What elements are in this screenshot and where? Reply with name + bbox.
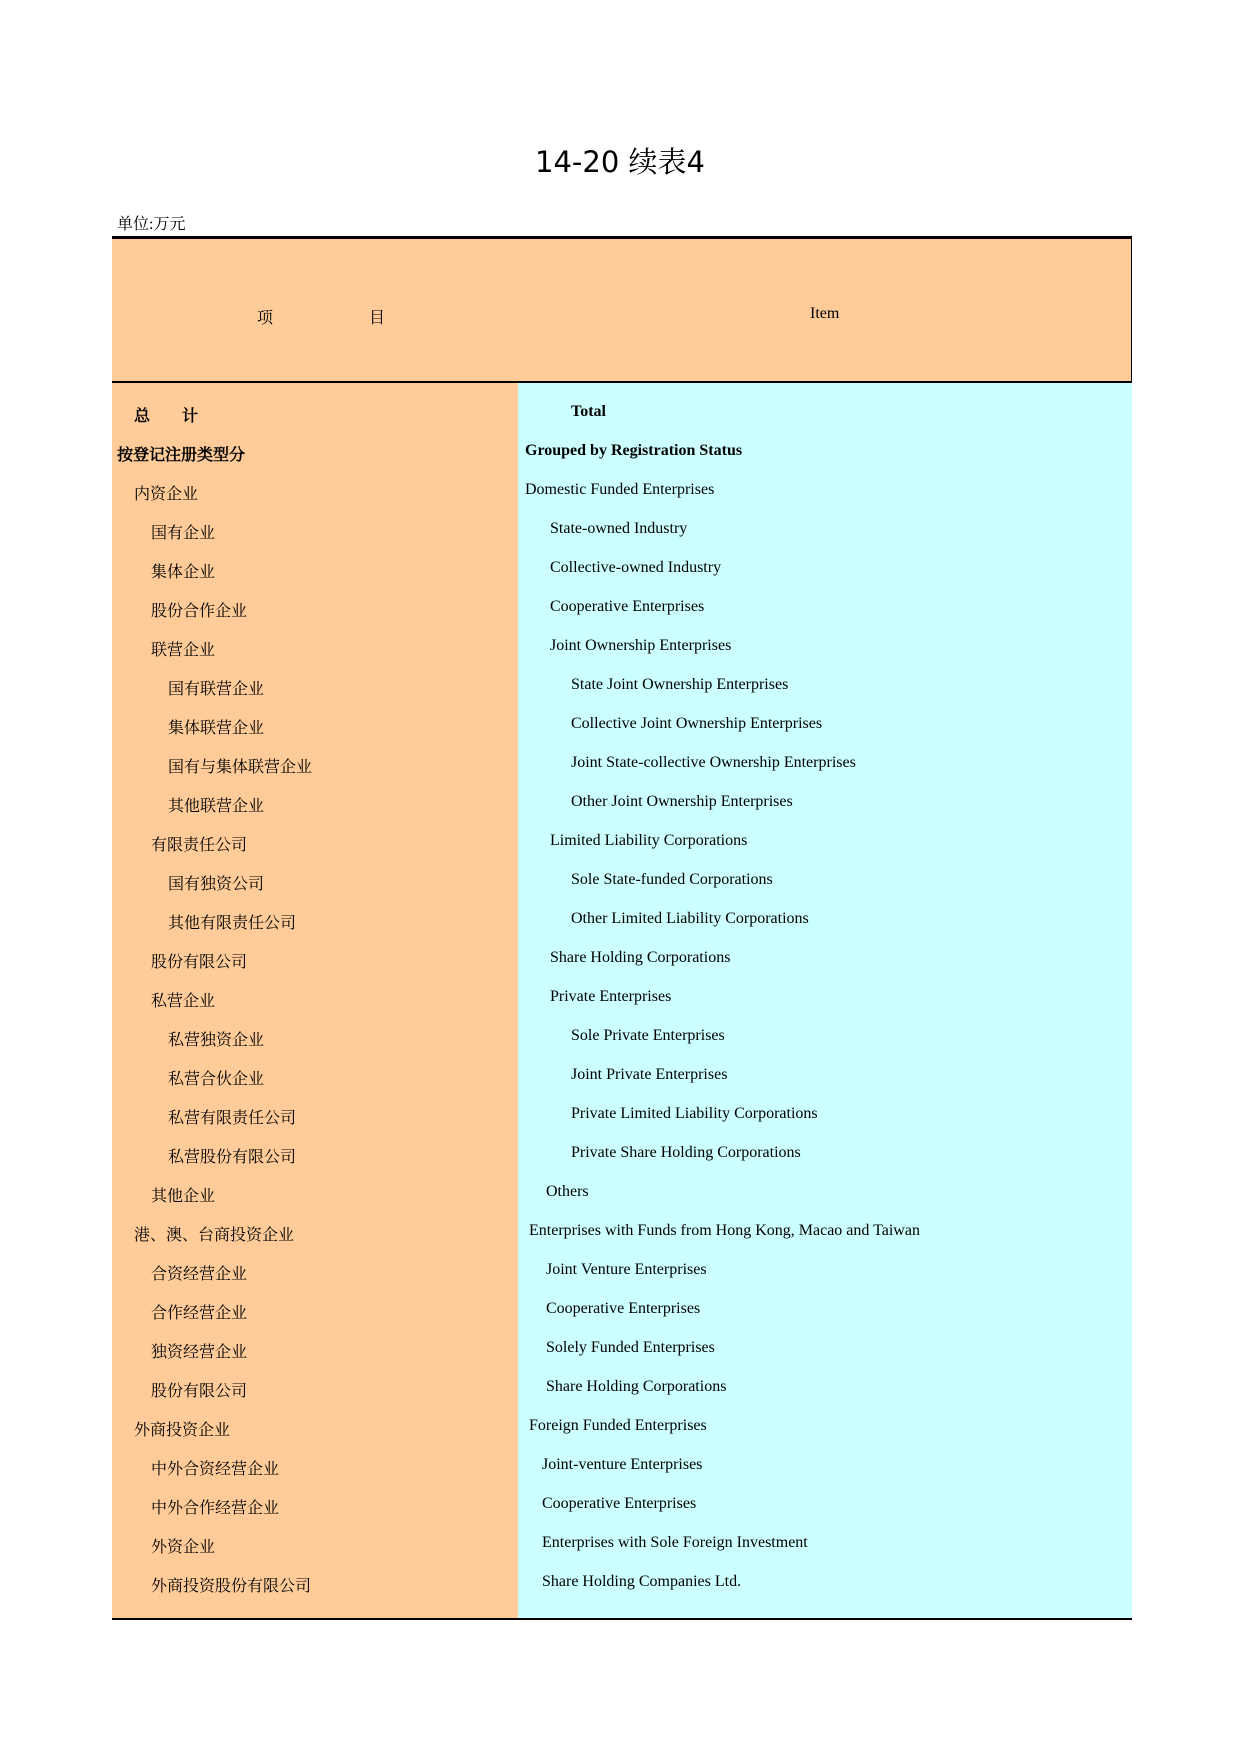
row-label-cn: 外商投资企业 xyxy=(134,1422,231,1439)
row-label-en: Cooperative Enterprises xyxy=(546,1300,701,1317)
row-label-cn: 外资企业 xyxy=(151,1539,216,1556)
row-label-en: Share Holding Corporations xyxy=(546,1378,727,1395)
table-header xyxy=(112,236,1132,383)
table-row xyxy=(112,588,1132,627)
table-row xyxy=(112,939,1132,978)
row-label-en: Collective Joint Ownership Enterprises xyxy=(571,715,823,732)
table-row xyxy=(112,510,1132,549)
row-label-en: Joint Ownership Enterprises xyxy=(550,637,732,654)
row-label-en: Sole State-funded Corporations xyxy=(571,871,773,888)
row-label-en: Foreign Funded Enterprises xyxy=(529,1417,707,1434)
row-label-cn: 独资经营企业 xyxy=(151,1344,248,1361)
table-row xyxy=(112,393,1132,432)
row-label-cn: 其他有限责任公司 xyxy=(168,915,297,932)
table-row xyxy=(112,1329,1132,1368)
table-row xyxy=(112,978,1132,1017)
table-row xyxy=(112,549,1132,588)
unit-label: 单位:万元 xyxy=(117,216,186,233)
row-label-cn: 私营股份有限公司 xyxy=(168,1149,297,1166)
row-label-en: State-owned Industry xyxy=(550,520,688,537)
row-label-cn: 其他联营企业 xyxy=(168,798,265,815)
row-label-cn: 股份有限公司 xyxy=(151,954,248,971)
row-label-cn: 国有企业 xyxy=(151,525,216,542)
row-label-cn: 私营独资企业 xyxy=(168,1032,265,1049)
row-label-en: Joint-venture Enterprises xyxy=(542,1456,703,1473)
table-row xyxy=(112,432,1132,471)
row-label-cn: 总 计 xyxy=(134,408,199,425)
row-label-cn: 集体企业 xyxy=(151,564,216,581)
row-label-en: Private Enterprises xyxy=(550,988,672,1005)
row-label-cn: 合作经营企业 xyxy=(151,1305,248,1322)
row-label-en: Share Holding Companies Ltd. xyxy=(542,1573,742,1590)
table-row xyxy=(112,783,1132,822)
header-item-cn: 项 目 xyxy=(257,310,386,327)
row-label-en: Sole Private Enterprises xyxy=(571,1027,725,1044)
row-label-en: Enterprises with Sole Foreign Investment xyxy=(542,1534,808,1551)
row-label-en: Private Share Holding Corporations xyxy=(571,1144,801,1161)
table-row xyxy=(112,1563,1132,1602)
row-label-cn: 按登记注册类型分 xyxy=(117,447,246,464)
table-row xyxy=(112,1017,1132,1056)
table-body xyxy=(112,383,1132,1620)
row-label-en: Solely Funded Enterprises xyxy=(546,1339,715,1356)
table-row xyxy=(112,1134,1132,1173)
row-label-en: Total xyxy=(571,403,606,420)
row-label-en: Limited Liability Corporations xyxy=(550,832,748,849)
table-row xyxy=(112,1251,1132,1290)
row-label-en: Other Joint Ownership Enterprises xyxy=(571,793,793,810)
row-label-en: Share Holding Corporations xyxy=(550,949,731,966)
row-label-cn: 合资经营企业 xyxy=(151,1266,248,1283)
data-table xyxy=(112,236,1132,1620)
row-label-en: Private Limited Liability Corporations xyxy=(571,1105,818,1122)
row-label-en: Cooperative Enterprises xyxy=(542,1495,697,1512)
table-row xyxy=(112,900,1132,939)
table-row xyxy=(112,627,1132,666)
table-row xyxy=(112,1095,1132,1134)
row-label-cn: 国有独资公司 xyxy=(168,876,265,893)
row-label-en: State Joint Ownership Enterprises xyxy=(571,676,789,693)
row-label-en: Collective-owned Industry xyxy=(550,559,722,576)
row-label-cn: 私营企业 xyxy=(151,993,216,1010)
page-title: 14-20 续表4 xyxy=(535,145,705,179)
row-label-en: Joint State-collective Ownership Enterprises xyxy=(571,754,856,771)
row-label-cn: 外商投资股份有限公司 xyxy=(151,1578,312,1595)
row-label-cn: 股份合作企业 xyxy=(151,603,248,620)
row-label-en: Grouped by Registration Status xyxy=(525,442,743,459)
row-label-en: Joint Private Enterprises xyxy=(571,1066,728,1083)
table-row xyxy=(112,1290,1132,1329)
table-row xyxy=(112,1524,1132,1563)
table-row xyxy=(112,1368,1132,1407)
table-row xyxy=(112,471,1132,510)
row-label-cn: 国有与集体联营企业 xyxy=(168,759,313,776)
row-label-en: Other Limited Liability Corporations xyxy=(571,910,809,927)
row-label-cn: 国有联营企业 xyxy=(168,681,265,698)
table-row xyxy=(112,1212,1132,1251)
table-row xyxy=(112,666,1132,705)
row-label-en: Enterprises with Funds from Hong Kong, Macao and Taiwan xyxy=(529,1222,920,1239)
row-label-cn: 中外合作经营企业 xyxy=(151,1500,280,1517)
row-label-cn: 中外合资经营企业 xyxy=(151,1461,280,1478)
table-row xyxy=(112,705,1132,744)
row-label-cn: 私营有限责任公司 xyxy=(168,1110,297,1127)
table-row xyxy=(112,822,1132,861)
table-row xyxy=(112,1485,1132,1524)
table-row xyxy=(112,1407,1132,1446)
row-label-cn: 港、澳、台商投资企业 xyxy=(134,1227,295,1244)
row-label-en: Cooperative Enterprises xyxy=(550,598,705,615)
table-row xyxy=(112,744,1132,783)
table-row xyxy=(112,861,1132,900)
row-label-cn: 其他企业 xyxy=(151,1188,216,1205)
row-label-en: Joint Venture Enterprises xyxy=(546,1261,707,1278)
row-label-cn: 股份有限公司 xyxy=(151,1383,248,1400)
table-row xyxy=(112,1446,1132,1485)
row-label-en: Others xyxy=(546,1183,589,1200)
row-label-cn: 有限责任公司 xyxy=(151,837,248,854)
row-label-cn: 集体联营企业 xyxy=(168,720,265,737)
row-label-cn: 内资企业 xyxy=(134,486,199,503)
header-item-en: Item xyxy=(810,305,840,322)
row-label-cn: 私营合伙企业 xyxy=(168,1071,265,1088)
row-label-cn: 联营企业 xyxy=(151,642,216,659)
table-row xyxy=(112,1173,1132,1212)
table-row xyxy=(112,1056,1132,1095)
row-label-en: Domestic Funded Enterprises xyxy=(525,481,715,498)
